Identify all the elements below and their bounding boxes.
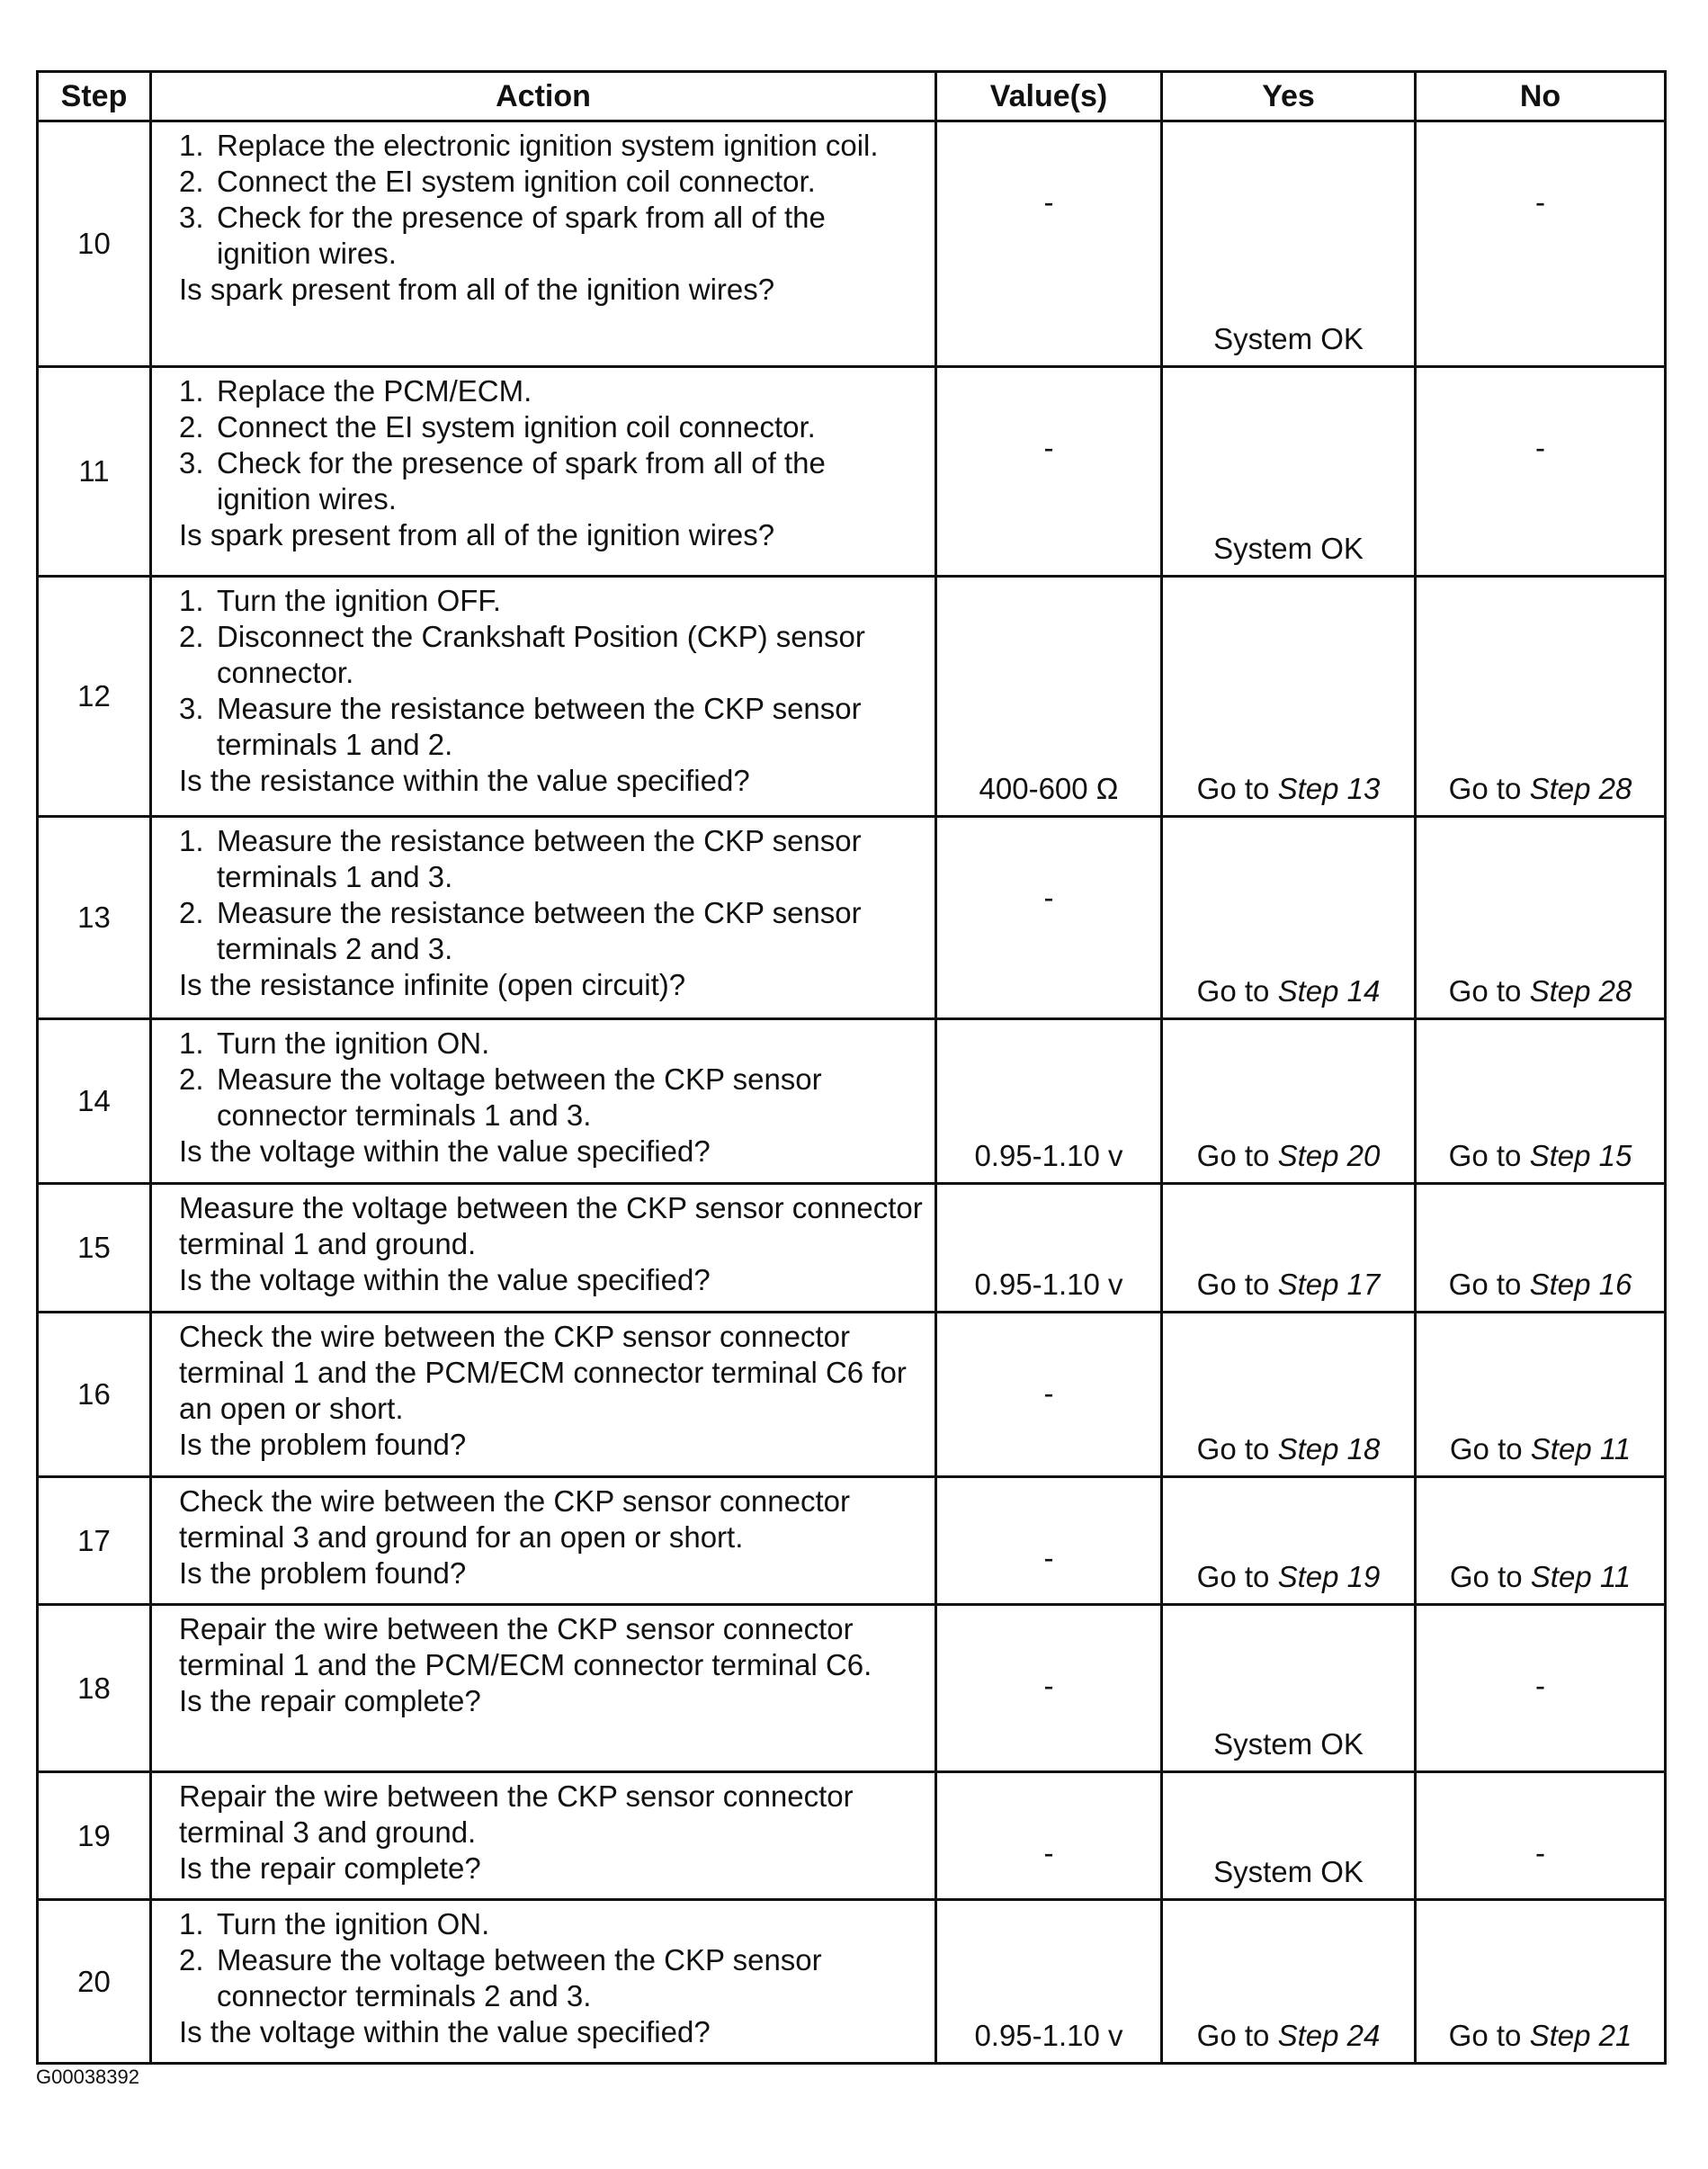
value-dash: - [1043, 1669, 1054, 1702]
action-step [179, 619, 926, 691]
action-step-number: 3. [179, 692, 204, 725]
action-cell [151, 1900, 936, 2064]
no-cell [1416, 1772, 1666, 1900]
action-step-text: Measure the resistance between the CKP sensor terminals 1 and 2. [217, 692, 862, 761]
action-cell [151, 577, 936, 817]
figure-id: G00038392 [36, 2066, 139, 2088]
no-cell [1416, 817, 1666, 1019]
table-row [38, 1184, 1666, 1313]
table-row [38, 1605, 1666, 1772]
table-row [38, 1477, 1666, 1605]
header-no: No [1416, 72, 1666, 121]
action-step [179, 445, 926, 517]
action-cell [151, 1477, 936, 1605]
no-cell [1416, 1313, 1666, 1477]
yes-goto-prefix: Go to [1196, 1139, 1278, 1172]
value-cell [936, 817, 1162, 1019]
yes-goto-prefix: Go to [1196, 1432, 1278, 1465]
action-cell [151, 1184, 936, 1313]
value-text: 0.95-1.10 v [974, 1139, 1123, 1172]
value-cell [936, 1605, 1162, 1772]
action-step-text: Replace the electronic ignition system ignition coil. [217, 129, 879, 162]
action-step-number: 2. [179, 165, 204, 198]
yes-goto-step: Step 17 [1277, 1268, 1381, 1301]
table-row [38, 367, 1666, 577]
action-question: Is the repair complete? [179, 1684, 481, 1717]
action-step-number: 2. [179, 620, 204, 653]
yes-cell [1162, 121, 1416, 367]
action-text: Check the wire between the CKP sensor connector terminal 3 and ground for an open or short. [179, 1484, 850, 1554]
action-steps [179, 583, 926, 763]
action-cell [151, 1605, 936, 1772]
table-row [38, 577, 1666, 817]
action-text: Repair the wire between the CKP sensor connector terminal 3 and ground. [179, 1779, 854, 1849]
action-question: Is spark present from all of the ignition wires? [179, 273, 775, 306]
action-steps [179, 373, 926, 517]
yes-goto-step: Step 19 [1277, 1560, 1381, 1593]
action-text: Check the wire between the CKP sensor connector terminal 1 and the PCM/ECM connector terminal C6 for an open or short. [179, 1320, 907, 1425]
value-dash: - [1043, 1836, 1054, 1869]
yes-goto-step: Step 14 [1277, 974, 1381, 1008]
action-question: Is the problem found? [179, 1556, 467, 1590]
action-steps [179, 823, 926, 967]
yes-cell [1162, 1184, 1416, 1313]
step-number: 10 [38, 121, 151, 367]
action-step-number: 1. [179, 1026, 204, 1060]
step-number: 20 [38, 1900, 151, 2064]
no-goto-step: Step 11 [1530, 1560, 1632, 1593]
no-cell [1416, 1184, 1666, 1313]
table-row [38, 1900, 1666, 2064]
action-steps [179, 128, 926, 272]
action-step [179, 691, 926, 763]
yes-cell [1162, 817, 1416, 1019]
action-step-text: Measure the voltage between the CKP sensor connector terminals 2 and 3. [217, 1943, 822, 2012]
action-step-number: 1. [179, 129, 204, 162]
action-cell [151, 1313, 936, 1477]
header-row [38, 72, 1666, 121]
yes-text: System OK [1213, 322, 1364, 355]
table-body [38, 121, 1666, 2064]
step-number: 16 [38, 1313, 151, 1477]
value-dash: - [1043, 1376, 1054, 1410]
action-step [179, 409, 926, 445]
step-number: 19 [38, 1772, 151, 1900]
action-step-number: 2. [179, 1943, 204, 1976]
no-dash: - [1535, 431, 1545, 464]
yes-text: System OK [1213, 1855, 1364, 1888]
action-step-number: 1. [179, 374, 204, 408]
table-row [38, 121, 1666, 367]
yes-cell [1162, 577, 1416, 817]
no-goto-prefix: Go to [1448, 772, 1530, 805]
no-goto-prefix: Go to [1449, 1560, 1531, 1593]
action-step [179, 1062, 926, 1134]
action-question: Is the voltage within the value specified? [179, 1134, 711, 1168]
action-step [179, 583, 926, 619]
action-step-text: Turn the ignition ON. [217, 1026, 490, 1060]
action-step [179, 823, 926, 895]
action-step [179, 128, 926, 164]
action-steps [179, 1906, 926, 2014]
yes-text: System OK [1213, 532, 1364, 565]
action-step-number: 1. [179, 584, 204, 617]
yes-goto-prefix: Go to [1196, 1560, 1278, 1593]
no-cell [1416, 1900, 1666, 2064]
action-step-text: Measure the voltage between the CKP sensor connector terminals 1 and 3. [217, 1062, 822, 1132]
yes-goto-prefix: Go to [1196, 2019, 1278, 2052]
header-step: Step [38, 72, 151, 121]
table-row [38, 1313, 1666, 1477]
value-cell [936, 577, 1162, 817]
action-question: Is the problem found? [179, 1428, 467, 1461]
yes-text: System OK [1213, 1727, 1364, 1761]
action-step [179, 1026, 926, 1062]
no-cell [1416, 367, 1666, 577]
diagnostic-table [36, 70, 1667, 2065]
yes-cell [1162, 1313, 1416, 1477]
value-cell [936, 1184, 1162, 1313]
table-row [38, 1019, 1666, 1184]
action-step-number: 2. [179, 410, 204, 444]
value-text: 0.95-1.10 v [974, 2019, 1123, 2052]
no-cell [1416, 1477, 1666, 1605]
value-text: 0.95-1.10 v [974, 1268, 1123, 1301]
action-question: Is the resistance within the value specified? [179, 764, 750, 797]
action-step-text: Turn the ignition ON. [217, 1907, 490, 1940]
action-step-text: Disconnect the Crankshaft Position (CKP) sensor connector. [217, 620, 865, 689]
no-goto-step: Step 28 [1529, 974, 1632, 1008]
no-cell [1416, 1605, 1666, 1772]
action-step-text: Measure the resistance between the CKP sensor terminals 1 and 3. [217, 824, 862, 893]
no-goto-prefix: Go to [1448, 974, 1530, 1008]
value-cell [936, 367, 1162, 577]
value-dash: - [1043, 1541, 1054, 1574]
no-cell [1416, 577, 1666, 817]
action-question: Is the voltage within the value specified? [179, 1263, 711, 1296]
action-step-text: Connect the EI system ignition coil connector. [217, 165, 816, 198]
value-dash: - [1043, 431, 1054, 464]
action-step-number: 1. [179, 824, 204, 857]
action-text: Repair the wire between the CKP sensor connector terminal 1 and the PCM/ECM connector terminal C6. [179, 1612, 872, 1681]
action-step-text: Check for the presence of spark from all of the ignition wires. [217, 201, 826, 270]
action-step [179, 1942, 926, 2014]
action-cell [151, 1772, 936, 1900]
yes-goto-prefix: Go to [1196, 974, 1278, 1008]
step-number: 13 [38, 817, 151, 1019]
action-cell [151, 367, 936, 577]
action-step-text: Connect the EI system ignition coil connector. [217, 410, 816, 444]
action-text: Measure the voltage between the CKP sensor connector terminal 1 and ground. [179, 1191, 923, 1260]
action-question: Is spark present from all of the ignition wires? [179, 518, 775, 551]
step-number: 15 [38, 1184, 151, 1313]
no-goto-prefix: Go to [1448, 1139, 1530, 1172]
value-dash: - [1043, 881, 1054, 914]
action-step [179, 1906, 926, 1942]
header-values: Value(s) [936, 72, 1162, 121]
action-step [179, 895, 926, 967]
header-yes: Yes [1162, 72, 1416, 121]
no-dash: - [1535, 185, 1545, 219]
yes-cell [1162, 1900, 1416, 2064]
action-step-text: Turn the ignition OFF. [217, 584, 502, 617]
step-number: 14 [38, 1019, 151, 1184]
action-step-number: 3. [179, 201, 204, 234]
value-dash: - [1043, 185, 1054, 219]
yes-goto-step: Step 20 [1277, 1139, 1381, 1172]
value-cell [936, 1772, 1162, 1900]
no-goto-step: Step 11 [1530, 1432, 1632, 1465]
no-goto-step: Step 28 [1529, 772, 1632, 805]
action-step-number: 1. [179, 1907, 204, 1940]
header-action: Action [151, 72, 936, 121]
action-step-text: Check for the presence of spark from all of the ignition wires. [217, 446, 826, 515]
yes-cell [1162, 1772, 1416, 1900]
yes-goto-step: Step 13 [1277, 772, 1381, 805]
action-cell [151, 121, 936, 367]
action-step [179, 164, 926, 200]
step-number: 18 [38, 1605, 151, 1772]
action-step-text: Measure the resistance between the CKP sensor terminals 2 and 3. [217, 896, 862, 965]
no-cell [1416, 121, 1666, 367]
no-goto-prefix: Go to [1448, 1268, 1530, 1301]
value-cell [936, 1477, 1162, 1605]
step-number: 12 [38, 577, 151, 817]
yes-cell [1162, 367, 1416, 577]
no-goto-step: Step 15 [1529, 1139, 1632, 1172]
value-cell [936, 121, 1162, 367]
no-goto-step: Step 16 [1529, 1268, 1632, 1301]
value-text: 400-600 Ω [979, 772, 1119, 805]
table-row [38, 817, 1666, 1019]
table-row [38, 1772, 1666, 1900]
value-cell [936, 1019, 1162, 1184]
no-dash: - [1535, 1836, 1545, 1869]
step-number: 17 [38, 1477, 151, 1605]
action-question: Is the voltage within the value specified? [179, 2015, 711, 2048]
action-steps [179, 1026, 926, 1134]
action-step [179, 373, 926, 409]
yes-cell [1162, 1477, 1416, 1605]
action-step [179, 200, 926, 272]
yes-goto-prefix: Go to [1196, 772, 1278, 805]
action-question: Is the repair complete? [179, 1851, 481, 1885]
yes-cell [1162, 1019, 1416, 1184]
yes-goto-prefix: Go to [1196, 1268, 1278, 1301]
action-cell [151, 1019, 936, 1184]
action-step-number: 3. [179, 446, 204, 480]
no-goto-prefix: Go to [1448, 2019, 1530, 2052]
no-goto-prefix: Go to [1449, 1432, 1531, 1465]
action-step-text: Replace the PCM/ECM. [217, 374, 532, 408]
action-cell [151, 817, 936, 1019]
yes-goto-step: Step 24 [1277, 2019, 1381, 2052]
no-goto-step: Step 21 [1529, 2019, 1632, 2052]
action-step-number: 2. [179, 1062, 204, 1096]
yes-goto-step: Step 18 [1277, 1432, 1381, 1465]
no-cell [1416, 1019, 1666, 1184]
action-step-number: 2. [179, 896, 204, 929]
yes-cell [1162, 1605, 1416, 1772]
value-cell [936, 1313, 1162, 1477]
step-number: 11 [38, 367, 151, 577]
value-cell [936, 1900, 1162, 2064]
action-question: Is the resistance infinite (open circuit)? [179, 968, 686, 1001]
no-dash: - [1535, 1669, 1545, 1702]
